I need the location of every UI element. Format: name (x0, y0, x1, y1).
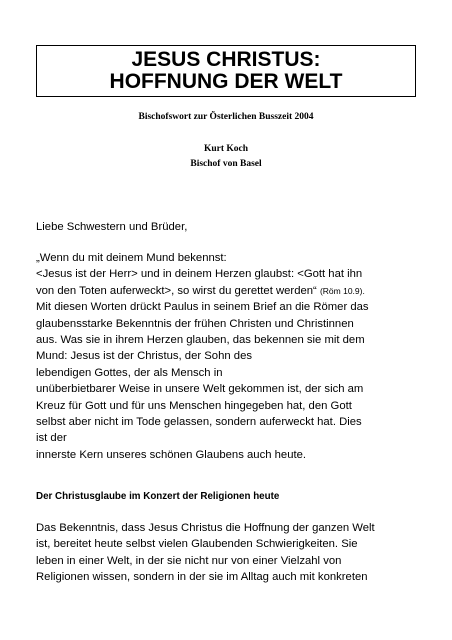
paragraph-1-line: Mund: Jesus ist der Christus, der Sohn des (36, 350, 252, 363)
salutation: Liebe Schwestern und Brüder, (36, 221, 188, 233)
title-box (36, 45, 416, 97)
paragraph-2-line: leben in einer Welt, in der sie nicht nur von einer Vielzahl von (36, 554, 342, 567)
paragraph-1-line (36, 283, 426, 299)
paragraph-1-line: selbst aber nicht im Tode gelassen, sondern auferweckt hat. Dies (36, 416, 362, 429)
paragraph-1-line-text: von den Toten auferweckt>, so wirst du gerettet werden“ (36, 284, 320, 297)
paragraph-2 (36, 520, 426, 586)
paragraph-2-line: ist, bereitet heute selbst vielen Glaubenden Schwierigkeiten. Sie (36, 538, 358, 551)
paragraph-2-line: Das Bekenntnis, dass Jesus Christus die Hoffnung der ganzen Welt (36, 522, 375, 534)
title-line-2: HOFFNUNG DER WELT (109, 70, 343, 93)
author-role: Bischof von Basel (190, 159, 262, 169)
paragraph-1-line: Kreuz für Gott und für uns Menschen hingegeben hat, den Gott (36, 399, 352, 412)
paragraph-1-line: Mit diesen Worten drückt Paulus in seinem Brief an die Römer das (36, 301, 369, 314)
section-heading: Der Christusglaube im Konzert der Religionen heute (36, 491, 280, 502)
paragraph-1-line: <Jesus ist der Herr> und in deinem Herzen glaubst: <Gott hat ihn (36, 268, 363, 281)
paragraph-1-line: aus. Was sie in ihrem Herzen glauben, das bekennen sie mit dem (36, 334, 365, 347)
paragraph-1 (36, 250, 426, 463)
paragraph-1-line: „Wenn du mit deinem Mund bekennst: (36, 252, 227, 264)
paragraph-2-line: Religionen wissen, sondern in der sie im Alltag auch mit konkreten (36, 571, 368, 584)
paragraph-1-line: innerste Kern unseres schönen Glaubens auch heute. (36, 448, 307, 461)
paragraph-1-line: ist der (36, 432, 67, 445)
paragraph-1-line: lebendigen Gottes, der als Mensch in (36, 366, 223, 379)
paragraph-1-line: unüberbietbarer Weise in unsere Welt gekommen ist, der sich am (36, 383, 364, 396)
author-name: Kurt Koch (203, 144, 249, 154)
document-subtitle: Bischofswort zur Österlichen Busszeit 2004 (138, 112, 314, 122)
title-line-1: JESUS CHRISTUS: (131, 48, 321, 71)
paragraph-1-line: glaubensstarke Bekenntnis der frühen Christen und Christinnen (36, 317, 354, 330)
bible-reference: (Röm 10.9). (319, 285, 365, 296)
